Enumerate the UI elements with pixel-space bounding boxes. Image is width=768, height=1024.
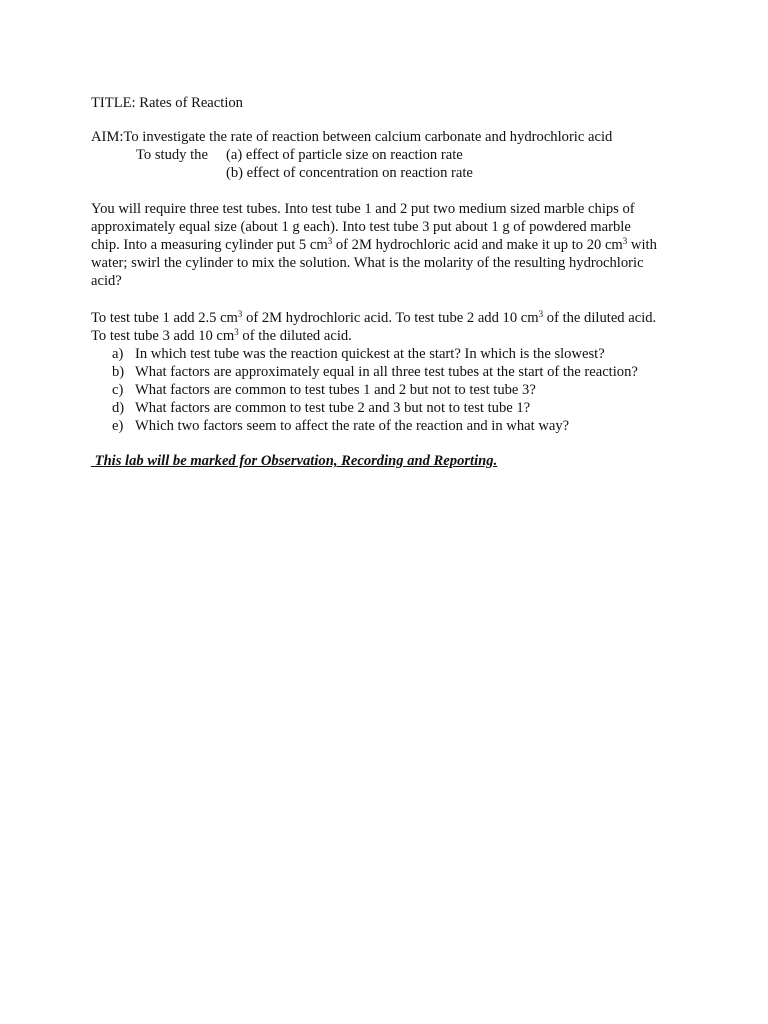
paragraph-line	[91, 309, 691, 327]
procedure-paragraph	[91, 309, 691, 345]
list-item	[112, 345, 638, 363]
superscript: 3	[538, 309, 544, 319]
text-fragment: of 2M hydrochloric acid and make it up to 20 cm	[332, 237, 623, 253]
superscript: 3	[237, 309, 243, 319]
text-fragment: of 2M hydrochloric acid. To test tube 2 add 10 cm	[242, 310, 539, 326]
document-title: TITLE: Rates of Reaction	[91, 95, 243, 111]
list-item	[112, 381, 638, 399]
assessment-note: This lab will be marked for Observation, Recording and Reporting.	[91, 453, 498, 469]
text-fragment: with	[627, 237, 657, 253]
list-marker: d)	[112, 400, 125, 416]
text-fragment: chip. Into a measuring cylinder put 5 cm	[91, 237, 328, 253]
text-fragment: of the diluted acid.	[238, 328, 352, 344]
study-item-a: (a) effect of particle size on reaction rate	[226, 147, 463, 163]
paragraph-line	[91, 236, 691, 254]
paragraph-line: approximately equal size (about 1 g each). Into test tube 3 put about 1 g of powdered marble	[91, 219, 631, 235]
aim-statement: AIM:To investigate the rate of reaction between calcium carbonate and hydrochloric acid	[91, 129, 613, 145]
instructions-paragraph	[91, 200, 691, 290]
question-text: What factors are common to test tube 2 and 3 but not to test tube 1?	[135, 400, 531, 416]
text-fragment: of the diluted acid.	[543, 310, 657, 326]
question-text: Which two factors seem to affect the rate of the reaction and in what way?	[135, 418, 570, 434]
paragraph-line	[91, 327, 691, 345]
text-fragment: To test tube 3 add 10 cm	[91, 328, 235, 344]
question-text: What factors are common to test tubes 1 and 2 but not to test tube 3?	[135, 382, 536, 398]
list-item	[112, 363, 638, 381]
study-item-b: (b) effect of concentration on reaction rate	[226, 165, 473, 181]
list-marker: a)	[112, 346, 124, 362]
list-marker: b)	[112, 364, 125, 380]
list-item	[112, 417, 638, 435]
superscript: 3	[327, 236, 333, 246]
paragraph-line: You will require three test tubes. Into test tube 1 and 2 put two medium sized marble chips of	[91, 201, 635, 217]
superscript: 3	[234, 327, 239, 337]
question-text: What factors are approximately equal in all three test tubes at the start of the reaction?	[135, 364, 638, 380]
question-list	[112, 345, 638, 435]
study-label: To study the	[136, 147, 208, 163]
list-item	[112, 399, 638, 417]
question-text: In which test tube was the reaction quickest at the start? In which is the slowest?	[135, 346, 605, 362]
paragraph-line: water; swirl the cylinder to mix the solution. What is the molarity of the resulting hydrochloric	[91, 255, 644, 271]
list-marker: e)	[112, 418, 124, 434]
list-marker: c)	[112, 382, 124, 398]
paragraph-line: acid?	[91, 273, 122, 289]
text-fragment: To test tube 1 add 2.5 cm	[91, 310, 238, 326]
superscript: 3	[622, 236, 628, 246]
study-objective-a	[136, 146, 463, 164]
